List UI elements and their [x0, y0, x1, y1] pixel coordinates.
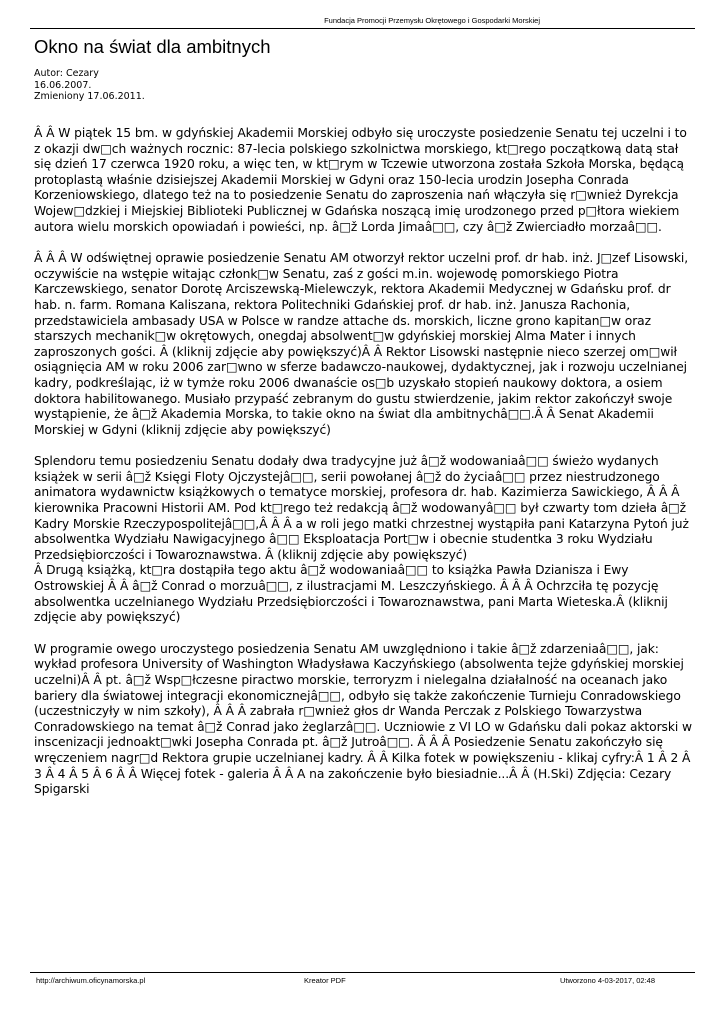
- article-author: Autor: Cezary: [34, 68, 99, 79]
- article-title: Okno na świat dla ambitnych: [34, 36, 271, 57]
- article-paragraph: Â Drugą książką, kt□ra dostąpiła tego aktu â□ž wodowaniaâ□□ to książka Pawła Dzianisza i Ewy Ostrowskiej Â Â â□ž Conrad o morzuâ□□, z ilustracjami M. Leszczyńskiego. Â Â Â Ochrzciła tę pozycję absolwentka uczelnianego Wydziału Przedsiębiorczości i Towaroznawstwa, pani Marta Wieteska.Â (kliknij zdjęcie aby powiększyć): [34, 563, 668, 625]
- page-header: [30, 12, 695, 29]
- header-org: Fundacja Promocji Przemysłu Okrętowego i Gospodarki Morskiej: [324, 16, 540, 25]
- footer-url[interactable]: http://archiwum.oficynamorska.pl: [36, 976, 146, 985]
- article-paragraph: Â Â W piątek 15 bm. w gdyńskiej Akademii Morskiej odbyło się uroczyste posiedzenie Senatu tej uczelni i to z okazji dw□ch ważnych rocznic: 87-lecia polskiego szkolnictwa morskiego, kt□rego początkową datą stał się dzień 17 czerwca 1920 roku, a więc ten, w kt□rym w Tczewie utworzona została Szkoła Morska, będącą protoplastą właśnie dzisiejszej Akademii Morskiej w Gdyni oraz 150-lecia urodzin Josepha Conrada Korzeniowskiego, dlatego też na to posiedzenie Senatu do zaproszenia nań włączyła się r□wnież Dyrekcja Wojew□dzkiej i Miejskiej Biblioteki Publicznej w Gdańska noszącą imię urodzonego przed p□łtora wiekiem autora wielu morskich opowiadań i powieści, np. â□ž Lorda Jimaâ□□, czy â□ž Zwierciadło morzaâ□□.: [34, 126, 687, 234]
- article-modified: Zmieniony 17.06.2011.: [34, 91, 145, 102]
- article-paragraph: Â Â Â W odświętnej oprawie posiedzenie Senatu AM otworzył rektor uczelni prof. dr hab. inż. J□zef Lisowski, oczywiście na wstępie witając członk□w Senatu, zaś z gości m.in. wojewodę pomorskiego Piotra Karczewskiego, senator Dorotę Arciszewską-Mielewczyk, rektora Akademii Medycznej w Gdańsku prof. dr hab. n. farm. Romana Kaliszana, rektora Politechniki Gdańskiej prof. dr hab. inż. Janusza Rachonia, przedstawiciela ambasady USA w Polsce w randze attache ds. morskich, liczne grono kapitan□w oraz starszych mechanik□w okrętowych, onegdaj absolwent□w gdyńskiej morskiej Alma Mater i innych zaproszonych gości. Â (kliknij zdjęcie aby powiększyć)Â Â Rektor Lisowski następnie nieco szerzej om□wił osiągnięcia AM w roku 2006 zar□wno w sferze badawczo-naukowej, dydaktycznej, jak i rozwoju uczelnianej kadry, podkreślając, iż w tymże roku 2006 dwanaście os□b uzyskało stopień naukowy doktora, a osiem doktora habilitowanego. Musiało przypaść zebranym do gustu stwierdzenie, jakim rektor zakończył swoje wystąpienie, że â□ž Akademia Morska, to takie okno na świat dla ambitnychâ□□.Â Â Senat Akademii Morskiej w Gdyni (kliknij zdjęcie aby powiększyć): [34, 251, 689, 437]
- article-meta: [34, 68, 145, 103]
- article-date: 16.06.2007.: [34, 79, 92, 91]
- article-body: [34, 126, 694, 814]
- footer-created: Utworzono 4-03-2017, 02:48: [559, 976, 655, 985]
- article-paragraph: W programie owego uroczystego posiedzenia Senatu AM uwzględniono i takie â□ž zdarzeniaâ□□, jak: wykład profesora University of Washington Władysława Kaczyńskiego (absolwenta tejże gdyńskiej morskiej uczelni)Â Â pt. â□ž Wsp□łczesne piractwo morskie, terroryzm i nielegalna działalność na oceanach jako bariery dla światowej integracji ekonomicznejâ□□, odbyło się także zakończenie Turnieju Conradowskiego (uczestniczyły w nim szkoły), Â Â Â zabrała r□wnież głos dr Wanda Perczak z Polskiego Towarzystwa Conradowskiego na temat â□ž Conrad jako żeglarzâ□□. Uczniowie z VI LO w Gdańsku dali pokaz aktorski w inscenizacji jednoakt□wki Josepha Conrada pt. â□ž Jutroâ□□. Â Â Â Posiedzenie Senatu zakończyło się wręczeniem nagr□d Rektora grupie uczelnianej kadry. Â Â Kilka fotek w powiększeniu - klikaj cyfry:Â 1 Â 2 Â 3 Â 4 Â 5 Â 6 Â Â Więcej fotek - galeria Â Â A na zakończenie było biesiadnie...Â Â (H.Ski) Zdjęcia: Cezary Spigarski: [34, 641, 692, 797]
- footer-generator: Kreator PDF: [304, 976, 346, 985]
- article-paragraph: Splendoru temu posiedzeniu Senatu dodały dwa tradycyjne już â□ž wodowaniaâ□□ świeżo wydanych książek w serii â□ž Księgi Floty Ojczystejâ□□, serii powołanej â□ž do życiaâ□□ przez niestrudzonego animatora wydawnictw książkowych o tematyce morskiej, profesora dr. hab. Kazimierza Sawickiego, Â Â Â kierownika Pracowni Historii AM. Pod kt□rego też redakcją â□ž wodowanyâ□□ był czwarty tom dzieła â□ž Kadry Morskie Rzeczypospolitejâ□□,Â Â Â a w roli jego matki chrzestnej wystąpiła pani Katarzyna Pytoń już absolwentka Wydziału Nawigacyjnego â□□ Eksploatacja Port□w i obecnie studentka 3 roku Wydziału Przedsiębiorczości i Towaroznawstwa. Â (kliknij zdjęcie aby powiększyć): [34, 454, 689, 562]
- page-footer: [30, 972, 695, 985]
